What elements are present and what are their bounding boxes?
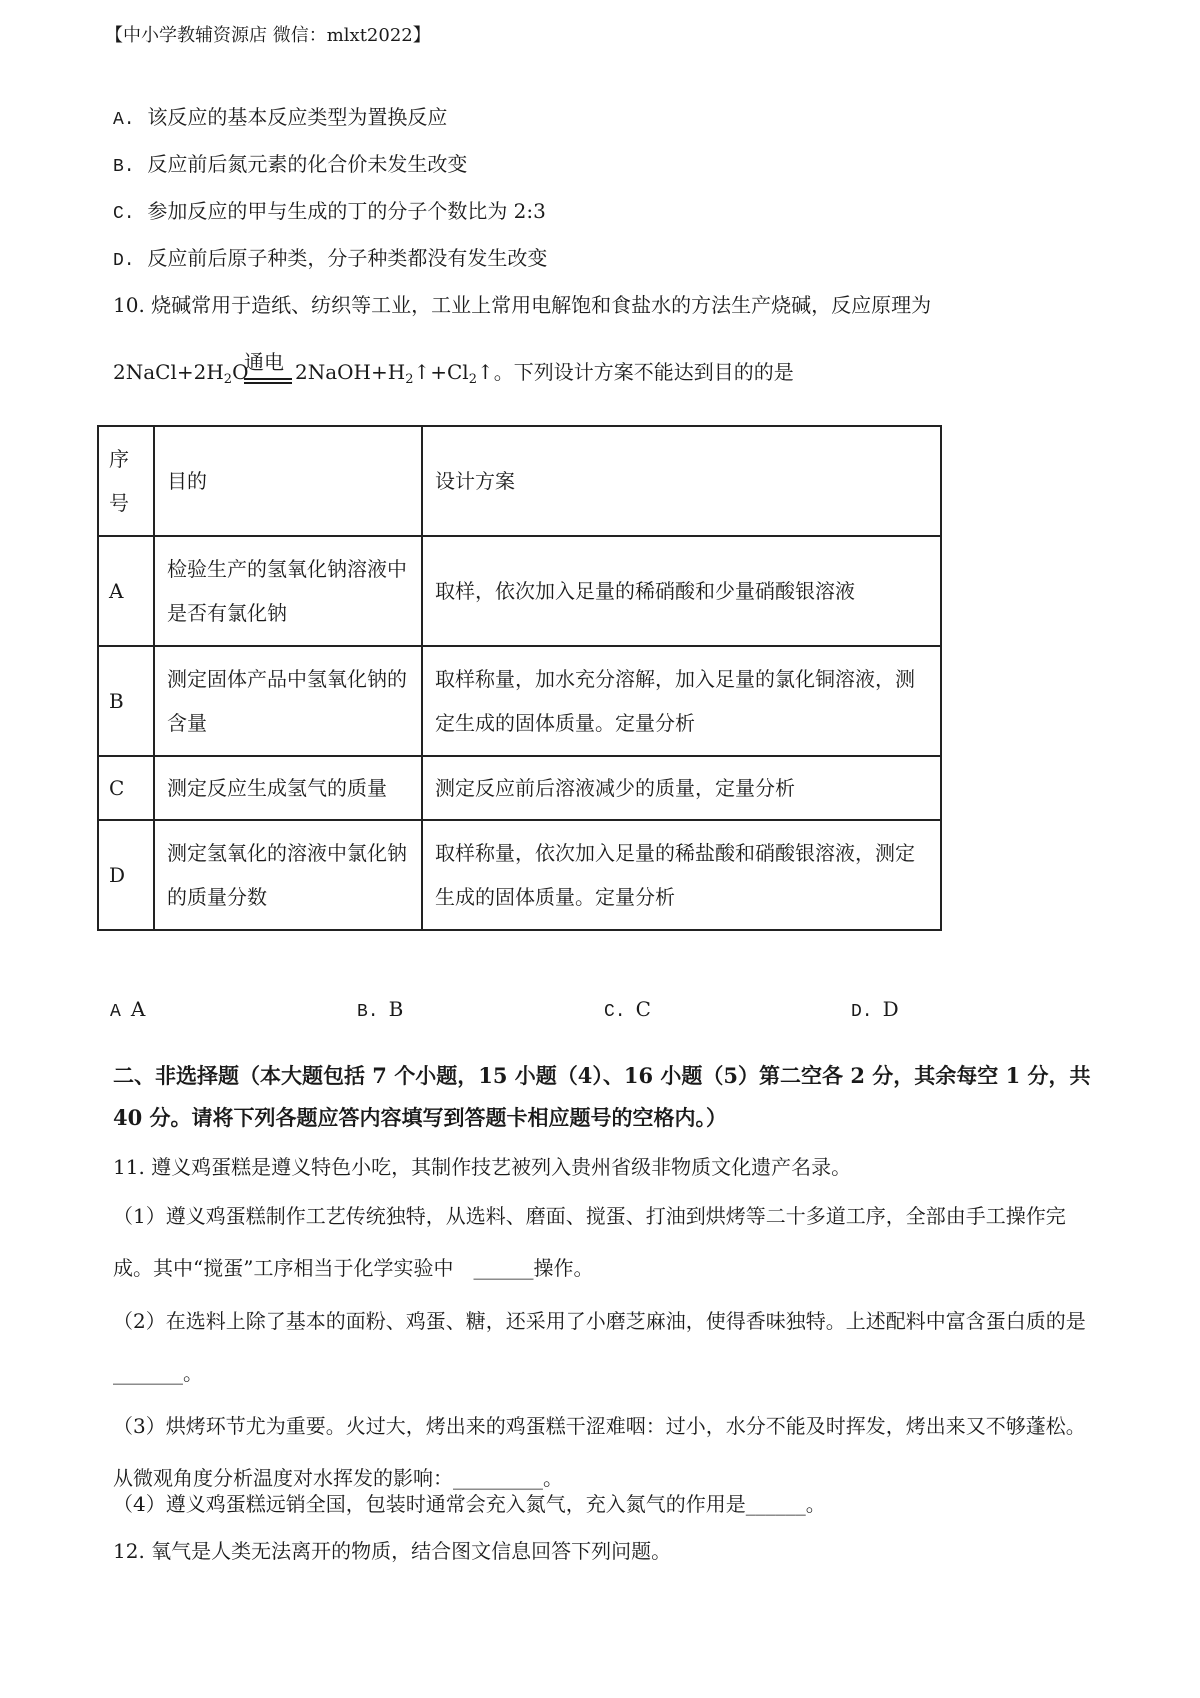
choice-label: C. (604, 1002, 626, 1022)
q11-stem: 11. 遵义鸡蛋糕是遵义特色小吃，其制作技艺被列入贵州省级非物质文化遗产名录。 (113, 1155, 852, 1179)
header-cell-index: 序 号 (98, 426, 154, 536)
equation-products: $2NaOH+H_2↑+Cl_2↑$。下列设计方案不能达到目的的是 (295, 360, 794, 387)
q11-part-2: （2）在选料上除了基本的面粉、鸡蛋、糖，还采用了小磨芝麻油，使得香味独特。上述配料中富含蛋白质的是_______。 (113, 1309, 1086, 1385)
row-id: A (98, 536, 154, 646)
row-plan: 测定反应前后溶液减少的质量，定量分析 (422, 756, 941, 820)
choice-label: B. (357, 1002, 379, 1022)
q9-option-a (113, 103, 447, 134)
q11-part-4: （4）遵义鸡蛋糕远销全国，包装时通常会充入氮气，充入氮气的作用是______。 (113, 1492, 826, 1516)
q10-stem: 10. 烧碱常用于造纸、纺织等工业，工业上常用电解饱和食盐水的方法生产烧碱，反应原理为 (113, 293, 932, 317)
table-row (98, 536, 941, 646)
equation-equals-bottom (244, 382, 292, 384)
q9-option-d (113, 244, 547, 275)
choice-text: D (882, 997, 899, 1021)
scheme-table (97, 425, 942, 931)
choice-text: C (635, 997, 651, 1021)
option-text: 参加反应的甲与生成的丁的分子个数比为 2:3 (147, 199, 546, 223)
choice-text: A (130, 997, 146, 1021)
q11-part-3: （3）烘烤环节尤为重要。火过大，烤出来的鸡蛋糕干涩难咽：过小，水分不能及时挥发，烤出来又不够蓬松。从微观角度分析温度对水挥发的影响：_________。 (113, 1414, 1086, 1490)
row-goal: 测定反应生成氢气的质量 (154, 756, 422, 820)
header-cell-goal: 目的 (154, 426, 422, 536)
choice-text: B (388, 997, 404, 1021)
gas-arrow-icon: ↑ (476, 360, 494, 384)
option-label: D. (113, 251, 135, 271)
gas-arrow-icon: ↑ (413, 360, 431, 384)
q9-option-b (113, 150, 467, 181)
q10-choice-c (604, 997, 651, 1022)
table-row (98, 820, 941, 930)
q10-choice-a (110, 997, 145, 1022)
row-plan: 取样，依次加入足量的稀硝酸和少量硝酸银溶液 (422, 536, 941, 646)
option-label: A. (113, 110, 135, 130)
option-label: C. (113, 204, 135, 224)
q10-choice-b (357, 997, 403, 1022)
table-header-row (98, 426, 941, 536)
q9-option-c (113, 197, 546, 228)
watermark-header: 【中小学教辅资源店 微信：mlxt2022】 (105, 25, 431, 46)
row-plan: 取样称量，加水充分溶解，加入足量的氯化铜溶液，测定生成的固体质量。定量分析 (422, 646, 941, 756)
section-2-title: 二、非选择题（本大题包括 7 个小题，15 小题（4）、16 小题（5）第二空各 2 分，其余每空 1 分，共 40 分。请将下列各题应答内容填写到答题卡相应题号的空格内。） (113, 1063, 1091, 1130)
row-goal: 检验生产的氢氧化钠溶液中是否有氯化钠 (154, 536, 422, 646)
equation-condition: 通电 (244, 350, 284, 374)
table-row (98, 756, 941, 820)
header-cell-plan: 设计方案 (422, 426, 941, 536)
row-goal: 测定固体产品中氢氧化钠的含量 (154, 646, 422, 756)
option-text: 该反应的基本反应类型为置换反应 (147, 105, 448, 129)
q11-part-1: （1）遵义鸡蛋糕制作工艺传统独特，从选料、磨面、搅蛋、打油到烘烤等二十多道工序，全部由手工操作完成。其中“搅蛋”工序相当于化学实验中 ______操作。 (113, 1204, 1066, 1280)
row-id: D (98, 820, 154, 930)
row-id: B (98, 646, 154, 756)
q10-choice-d (851, 997, 899, 1022)
choice-label: A (110, 1002, 121, 1022)
equation-reactants: $2NaCl+2H_2O$ (113, 360, 249, 387)
equation-equals-top (244, 378, 292, 380)
row-goal: 测定氢氧化的溶液中氯化钠的质量分数 (154, 820, 422, 930)
option-text: 反应前后氮元素的化合价未发生改变 (147, 152, 468, 176)
q12-stem: 12. 氧气是人类无法离开的物质，结合图文信息回答下列问题。 (113, 1539, 672, 1563)
row-plan: 取样称量，依次加入足量的稀盐酸和硝酸银溶液，测定生成的固体质量。定量分析 (422, 820, 941, 930)
row-id: C (98, 756, 154, 820)
option-label: B. (113, 157, 135, 177)
choice-label: D. (851, 1002, 873, 1022)
table-row (98, 646, 941, 756)
option-text: 反应前后原子种类，分子种类都没有发生改变 (147, 246, 548, 270)
